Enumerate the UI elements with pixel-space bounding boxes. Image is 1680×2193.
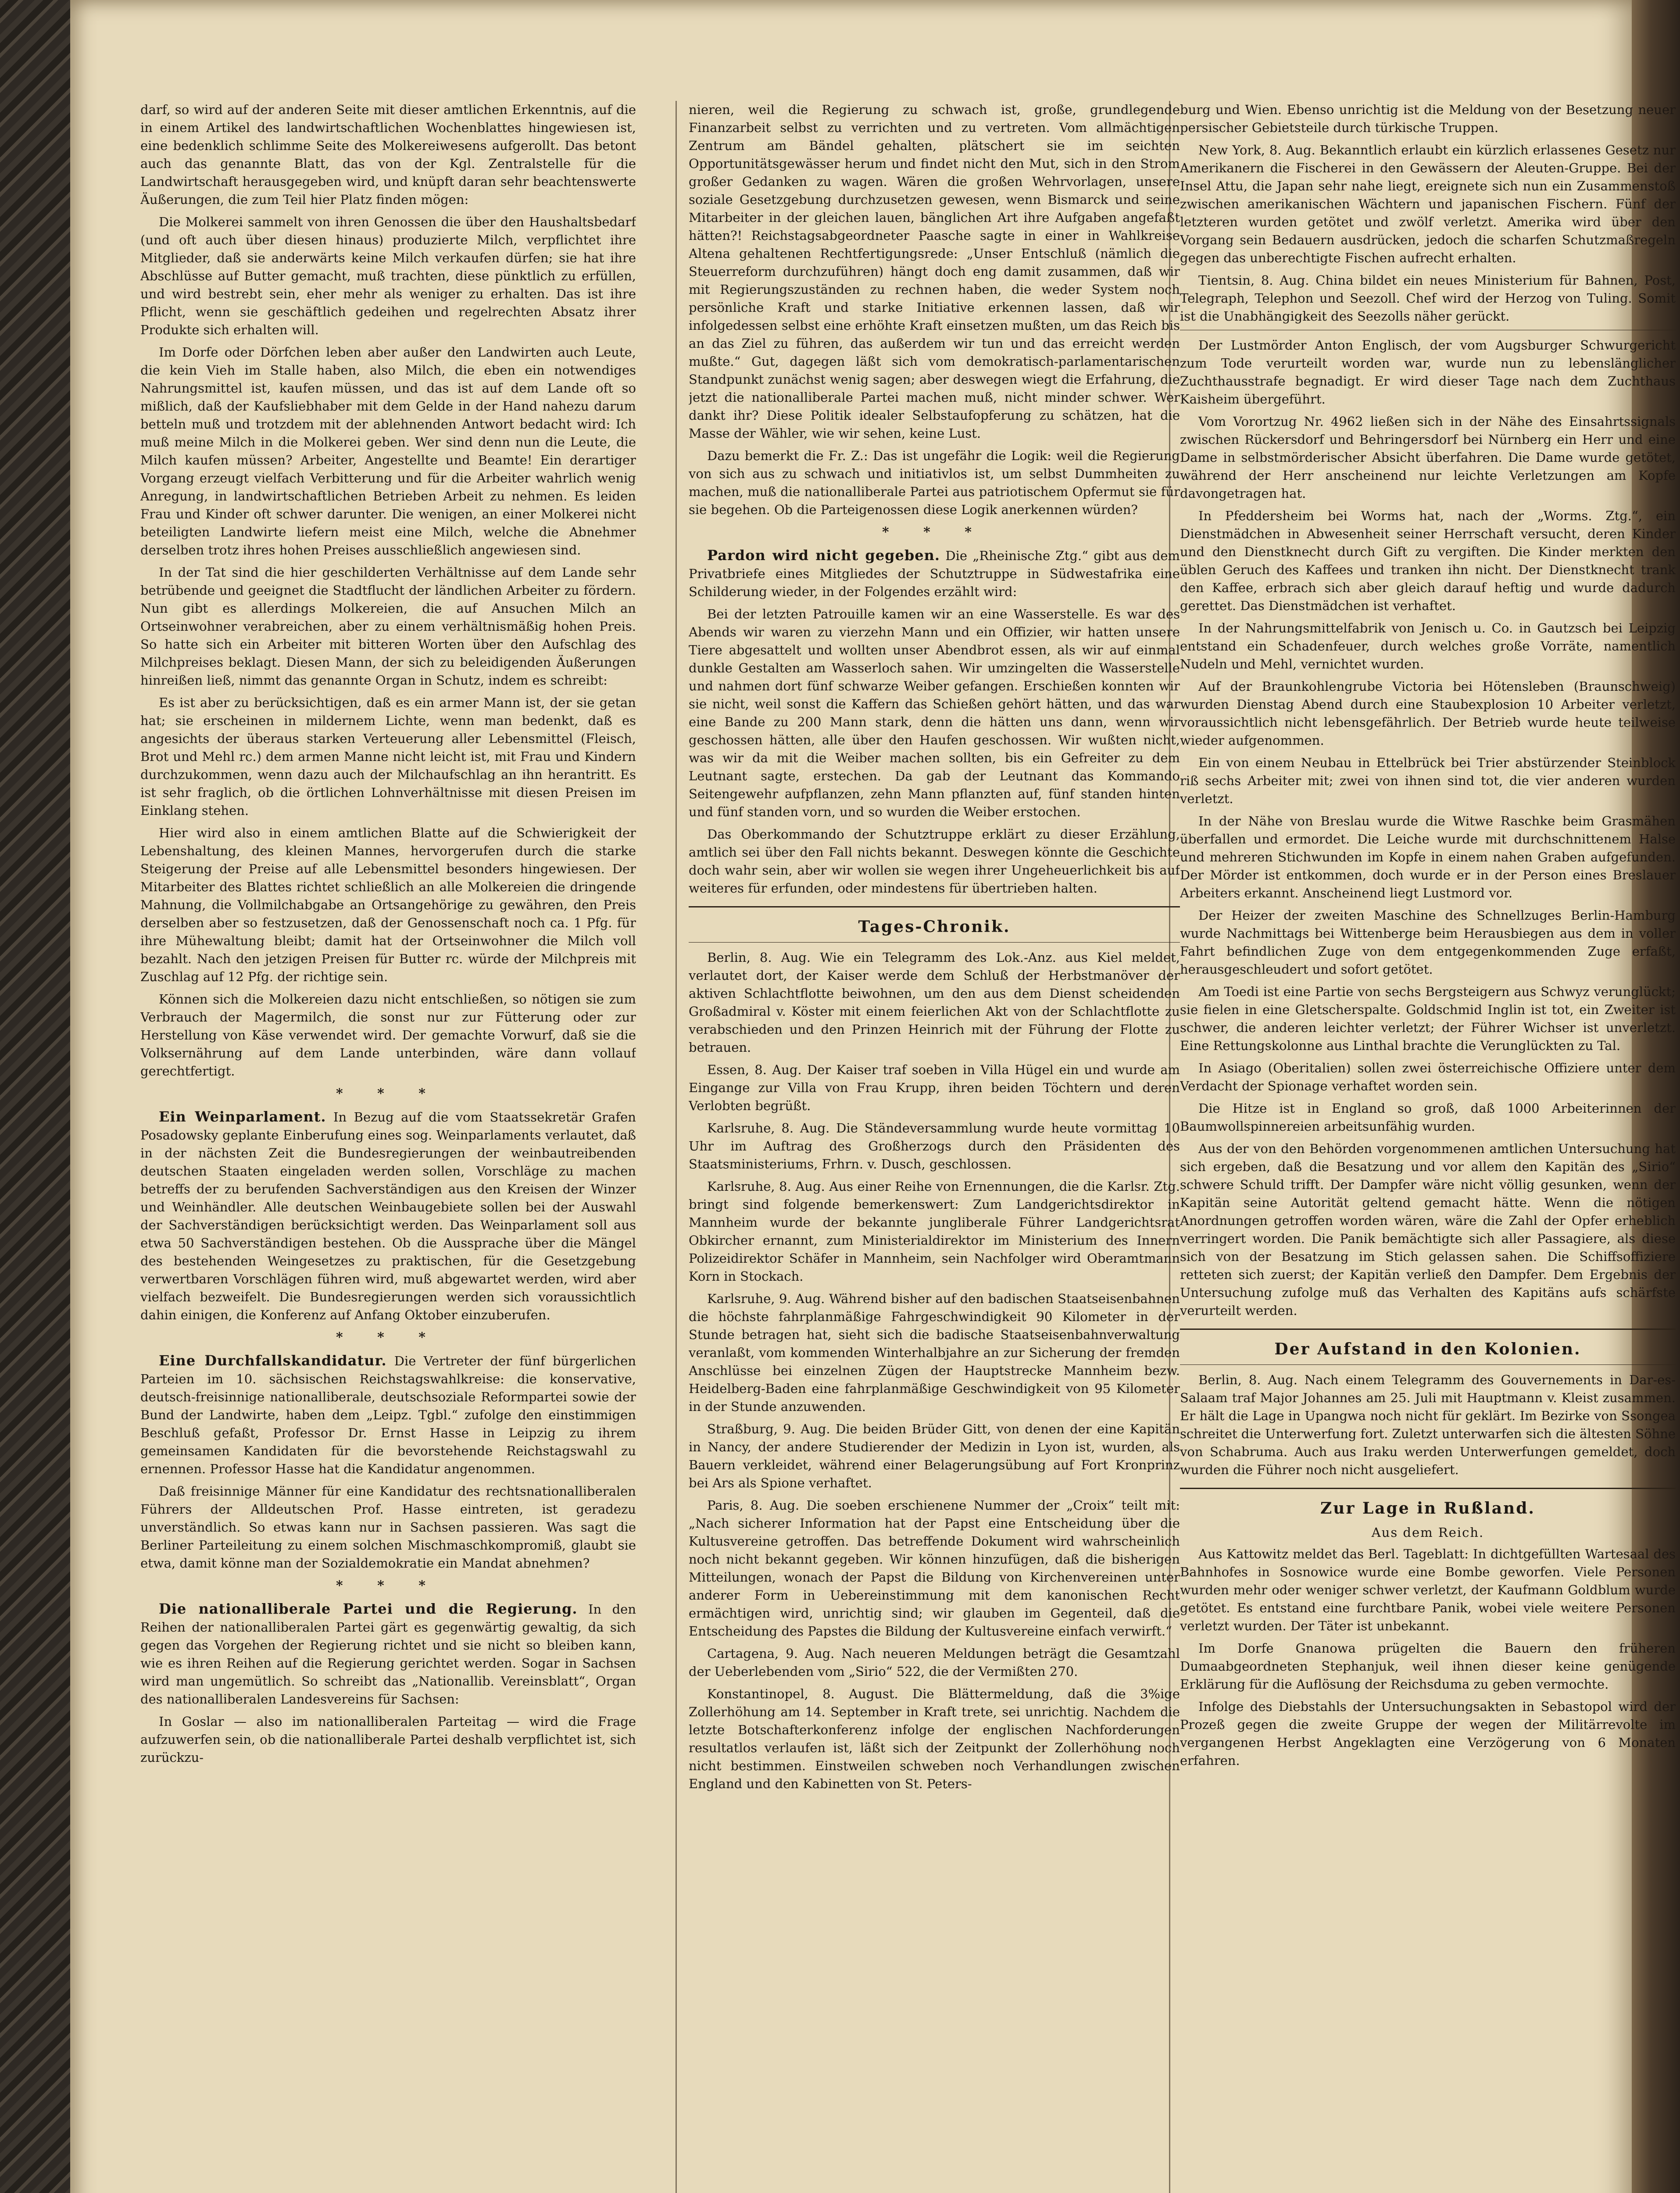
news-item: In Pfeddersheim bei Worms hat, nach der „Worms. Ztg.“, ein Dienstmädchen in Abwesenheit seiner Herrschaft versucht, deren Kinder und den Dienstknecht durch Gift zu vergiften. Die Kinder merkten den üblen Geruch des Kaffees und tranken ihn nicht. Der Dienstknecht trank den Kaffee, erbrach sich aber gleich darauf heftig und wurde dadurch gerettet. Das Dienstmädchen ist verhaftet. xyxy=(1180,508,1676,613)
article-headline: Eine Durchfallskandidatur. xyxy=(159,1352,387,1369)
paragraph: Im Dorfe oder Dörfchen leben aber außer den Landwirten auch Leute, die kein Vieh im Stalle haben, also Milch, die eben ein notwendiges Nahrungsmittel ist, kaufen müssen, und das ist auf dem Lande oft so mißlich, daß der Kaufsliebhaber mit dem Gelde in der Hand nahezu darum betteln muß und trotzdem mit der ablehnenden Antwort bedacht wird: Ich muß meine Milch in die Molkerei geben. Wer sind denn nun die Leute, die Milch kaufen müssen? Arbeiter, Angestellte und Beamte! Ein derartiger Vorgang erzeugt vielfach Verbitterung und für die Arbeiter wahrlich wenig Anregung, in landwirtschaftlichen Betrieben Arbeit zu nehmen. Es leiden Frau und Kinder oft schwer darunter. Die wenigen, an einer Molkerei nicht beteiligten Landwirte liefern meist eine Milch, welche die Abnehmer derselben trotz ihres hohen Preises ausschließlich angewiesen sind. xyxy=(140,345,636,557)
news-item: Berlin, 8. Aug. Nach einem Telegramm des Gouvernements in Dar-es-Salaam traf Major Johannes am 25. Juli mit Hauptmann v. Kleist zusammen. Er hält die Lage in Upangwa noch nicht für geklärt. Im Bezirke von Ssongea schreitet die Unterwerfung fort. Zuletzt unterwarfen sich die ältesten Söhne von Schabruma. Auch aus Iraku werden Unterwerfungen gemeldet, doch wurden die Führer noch nicht ausgeliefert. xyxy=(1180,1372,1676,1477)
section-heading-tages-chronik: Tages-Chronik. xyxy=(858,918,1011,936)
separator-stars: * * * xyxy=(336,1330,440,1345)
news-item: Aus der von den Behörden vorgenommenen amtlichen Untersuchung hat sich ergeben, daß die Besatzung und vor allem den Kapitän des „Sirio“ schwere Schuld trifft. Der Dampfer wäre nicht völlig gesunken, wenn der Kapitän seine Autorität geltend gemacht hätte. Wenn die nötigen Anordnungen getroffen worden wären, wäre die Zahl der Opfer erheblich verringert worden. Die Panik bemächtigte sich aller Passagiere, als diese sich von der Besatzung im Stich gelassen sahen. Die Schiffsoffiziere retteten sich zuerst; der Kapitän verließ den Dampfer. Dem Ergebnis der Untersuchung zufolge muß das Verhalten des Kapitäns aufs schärfste verurteilt werden. xyxy=(1180,1141,1676,1318)
news-item: Tientsin, 8. Aug. China bildet ein neues Ministerium für Bahnen, Post, Telegraph, Telephon und Seezoll. Chef wird der Herzog von Tuling. Somit ist die Unabhängigkeit des Seezolls näher gerückt. xyxy=(1180,273,1676,324)
separator-stars: * * * xyxy=(336,1578,440,1593)
news-item: Der Heizer der zweiten Maschine des Schnellzuges Berlin-Hamburg wurde Nachmittags bei Wittenberge beim Herausbiegen aus dem in voller Fahrt befindlichen Zuge von dem entgegenkommenden Zuge erfaßt, herausgeschleudert und sofort getötet. xyxy=(1180,908,1676,977)
article-headline: Ein Weinparlament. xyxy=(159,1108,326,1125)
news-item: Konstantinopel, 8. August. Die Blättermeldung, daß die 3%ige Zollerhöhung am 14. September in Kraft trete, sei unrichtig. Nachdem die letzte Botschafterkonferenz infolge der englischen Nachforderungen resultatlos verlaufen ist, läßt sich der Zeitpunkt der Zollerhöhung noch nicht bestimmen. Einstweilen schweben noch Verhandlungen zwischen England und den Kabinetten von St. Peters- xyxy=(689,1686,1180,1791)
paragraph: Dazu bemerkt die Fr. Z.: Das ist ungefähr die Logik: weil die Regierung von sich aus zu schwach und initiativlos ist, um selbst Dummheiten zu machen, muß die nationalliberale Partei aus patriotischem Opfermut sie für sie begehen. Ob die Parteigenossen diese Logik anerkennen würden? xyxy=(689,448,1180,517)
paragraph: darf, so wird auf der anderen Seite mit dieser amtlichen Erkenntnis, auf die in einem Artikel des landwirtschaftlichen Wochenblattes hingewiesen ist, eine bedenklich schlimme Seite des Molkereiwesens aufgerollt. Das betont auch das genannte Blatt, das von der Kgl. Zentralstelle für die Landwirtschaft herausgegeben wird, und knüpft daran sehr beachtenswerte Äußerungen, die zum Teil hier Platz finden mögen: xyxy=(140,102,636,207)
paragraph: Die Molkerei sammelt von ihren Genossen die über den Haushaltsbedarf (und oft auch über diesen hinaus) produzierte Milch, verpflichtet ihre Mitglieder, daß sie anderwärts keine Milch verkaufen dürfen; sie hat ihre Abschlüsse auf Butter gemacht, muß trachten, diese pünktlich zu erfüllen, und wird bestrebt sein, eher mehr als weniger zu erhalten. Das ist ihre Pflicht, wenn sie geschäftlich gedeihen und regelrechten Absatz ihrer Produkte sich erhalten will. xyxy=(140,214,636,337)
article-body: In den Reihen der nationalliberalen Partei gärt es gegenwärtig gewaltig, da sich gegen das Vorgehen der Regierung richtet und sie nicht so bleiben kann, wie es ihren Reihen auf die Regierung gerichtet werden. Sogar in Sachsen wird man ungemütlich. So schreibt das „Nationallib. Vereinsblatt“, Organ des nationalliberalen Landesvereins für Sachsen: xyxy=(140,1602,636,1707)
section-rule xyxy=(1180,1364,1676,1365)
news-item: Am Toedi ist eine Partie von sechs Bergsteigern aus Schwyz verunglückt; sie fielen in eine Gletscherspalte. Goldschmid Inglin ist tot, ein Zweiter ist schwer, die anderen leichter verletzt; der Führer Wichser ist unverletzt. Eine Rettungskolonne aus Linthal brachte die Verunglückten zu Tal. xyxy=(1180,984,1676,1053)
section-heading-aufstand: Der Aufstand in den Kolonien. xyxy=(1274,1340,1581,1358)
news-item: Karlsruhe, 8. Aug. Die Ständeversammlung wurde heute vormittag 10 Uhr im Auftrag des Großherzogs durch den Präsidenten des Staatsministeriums, Frhrn. v. Dusch, geschlossen. xyxy=(689,1121,1180,1172)
news-item: Auf der Braunkohlengrube Victoria bei Hötensleben (Braunschweig) wurden Dienstag Abend durch eine Staubexplosion 10 Arbeiter verletzt, voraussichtlich nicht lebensgefährlich. Der Betrieb wurde heute teilweise wieder aufgenommen. xyxy=(1180,679,1676,748)
news-item: Im Dorfe Gnanowa prügelten die Bauern den früheren Dumaabgeordneten Stephanjuk, weil ihnen dieser keine genügende Erklärung für die Auflösung der Reichsduma zu geben vermochte. xyxy=(1180,1641,1676,1692)
section-subheading: Aus dem Reich. xyxy=(1371,1525,1484,1540)
paragraph: Hier wird also in einem amtlichen Blatte auf die Schwierigkeit der Lebenshaltung, des kleinen Mannes, hervorgerufen durch die starke Steigerung der Preise auf alle Lebensmittel besonders hingewiesen. Der Mitarbeiter des Blattes richtet schließlich an alle Molkereien die dringende Mahnung, die Vollmilchabgabe an Ortsangehörige zu gewähren, den Preis derselben aber so festzusetzen, daß der Genossenschaft noch ca. 1 Pfg. für ihre Mühewaltung bleibt; damit hat der Ortseinwohner die Milch voll bezahlt. Nach den jetzigen Preisen für Butter rc. würde der Milchpreis mit Zuschlag auf 12 Pfg. der richtige sein. xyxy=(140,825,636,984)
article-body: In Bezug auf die vom Staatssekretär Grafen Posadowsky geplante Einberufung eines sog. Weinparlaments verlautet, daß in der nächsten Zeit die Bundesregierungen der weinbautreibenden deutschen Staaten eingeladen werden sollen, Vorschläge zu machen betreffs der zu berufenden Sachverständigen aus den Kreisen der Winzer und Weinhändler. Alle deutschen Weinbaugebiete sollen bei der Auswahl der Sachverständigen berücksichtigt werden. Das Weinparlament soll aus etwa 50 Sachverständigen bestehen. Ob die Aussprache über die Mängel des bestehenden Weingesetzes zu praktischen, für die Gesetzgebung verwertbaren Vorschlägen führen wird, muß abgewartet werden, wird aber vielfach bezweifelt. Die Bundesregierungen werden sich voraussichtlich dahin einigen, die Konferenz auf Anfang Oktober einzuberufen. xyxy=(140,1110,636,1322)
news-item: Paris, 8. Aug. Die soeben erschienene Nummer der „Croix“ teilt mit: „Nach sicherer Information hat der Papst eine Entscheidung über die Kultusvereine getroffen. Das betreffende Dokument wird wahrscheinlich noch nicht bekannt gegeben. Wir können hinzufügen, daß die bisherigen Mitteilungen, wonach der Papst die Bildung von Kirchenvereinen unter anderer Form in Uebereinstimmung mit dem kanonischen Recht ermächtigen wird, unrichtig sind; wir glauben im Gegenteil, daß die Entscheidung des Papstes die Bildung der Kultusvereine einfach verwirft.“ xyxy=(689,1498,1180,1639)
news-item: New York, 8. Aug. Bekanntlich erlaubt ein kürzlich erlassenes Gesetz nur Amerikanern die Fischerei in den Gewässern der Aleuten-Gruppe. Bei der Insel Attu, die Japan sehr nahe liegt, ereignete sich nun ein Zusammenstoß zwischen amerikanischen Wächtern und japanischen Fischern. Fünf der letzteren wurden getötet und zwölf verletzt. Amerika wird über den Vorgang sein Bedauern ausdrücken, jedoch die scharfen Schutzmaßregeln gegen das unberechtigte Fischen aufrecht erhalten. xyxy=(1180,143,1676,265)
section-rule xyxy=(689,906,1180,907)
quoted-letter: Bei der letzten Patrouille kamen wir an eine Wasserstelle. Es war des Abends wir waren zu vierzehn Mann und ein Offizier, wir hatten unsere Tiere abgesattelt und wollten unser Abendbrot essen, als wir auf einmal dunkle Gestalten am Wasserloch sahen. Wir umzingelten die Wasserstelle und nahmen dort fünf schwarze Weiber gefangen. Erschießen konnten wir sie nicht, weil sonst die Kaffern das Schießen gehört hätten, und das war eine Bande zu 200 Mann stark, denn die hätten uns dann, wenn wir geschossen hätten, alle über den Haufen geschossen. Wir wußten nicht, was wir da mit die Weiber machen sollten, bis ein Gefreiter zu dem Leutnant sagte, erstechen. Da gab der Leutnant das Kommando Seitengewehr aufpflanzen, zehn Mann pflanzten auf, fünf standen hinten und fünf standen vorn, und so wurden die Weiber erstochen. xyxy=(689,607,1180,819)
section-rule xyxy=(1180,1329,1676,1330)
article-body: Die Vertreter der fünf bürgerlichen Parteien im 10. sächsischen Reichstagswahlkreise: die konservative, deutsch-freisinnige nationalliberale, deutschsoziale Reformpartei sowie der Bund der Landwirte, haben dem „Leipz. Tgbl.“ zufolge den einstimmigen Beschluß gefaßt, Professor Dr. Ernst Hasse in Leipzig zu ihrem gemeinsamen Kandidaten für die bevorstehende Reichstagswahl zu ernennen. Professor Hasse hat die Kandidatur angenommen. xyxy=(140,1354,636,1476)
news-item: In der Nähe von Breslau wurde die Witwe Raschke beim Grasmähen überfallen und ermordet. Die Leiche wurde mit durchschnittenem Halse und mehreren Stichwunden im Kopfe in einem nahen Graben aufgefunden. Der Mörder ist entkommen, doch wurde er in der Person eines Breslauer Arbeiters erkannt. Anscheinend liegt Lustmord vor. xyxy=(1180,814,1676,900)
news-item: Karlsruhe, 8. Aug. Aus einer Reihe von Ernennungen, die die Karlsr. Ztg. bringt sind folgende bemerkenswert: Zum Landgerichtsdirektor in Mannheim wurde der bekannte jungliberale Führer Landgerichtsrat Obkircher ernannt, zum Ministerialdirektor im Ministerium des Innern Polizeidirektor Schäfer in Mannheim, sein Nachfolger wird Oberamtmann Korn in Stockach. xyxy=(689,1179,1180,1284)
news-item: Essen, 8. Aug. Der Kaiser traf soeben in Villa Hügel ein und wurde am Eingange zur Villa von Frau Krupp, ihren beiden Töchtern und deren Verlobten begrüßt. xyxy=(689,1062,1180,1113)
news-item: Straßburg, 9. Aug. Die beiden Brüder Gitt, von denen der eine Kapitän in Nancy, der andere Studierender der Medizin in Lyon ist, wurden, als Bauern verkleidet, während einer Belagerungsübung auf Fort Kronprinz bei Ars als Spione verhaftet. xyxy=(689,1422,1180,1490)
book-binding xyxy=(0,0,70,2193)
news-item: burg und Wien. Ebenso unrichtig ist die Meldung von der Besetzung neuer persischer Gebietsteile durch türkische Truppen. xyxy=(1180,102,1676,135)
news-item: Cartagena, 9. Aug. Nach neueren Meldungen beträgt die Gesamtzahl der Ueberlebenden vom „Sirio“ 522, die der Vermißten 270. xyxy=(689,1646,1180,1679)
paragraph: Daß freisinnige Männer für eine Kandidatur des rechtsnationalliberalen Führers der Alldeutschen Prof. Hasse eintreten, ist geradezu unverständlich. So etwas kann nur in Sachsen passieren. Was sagt die Berliner Parteileitung zu einem solchen Mischmaschkompromiß, glaubt sie etwa, damit könne man der Sozialdemokratie ein Mandat abnehmen? xyxy=(140,1484,636,1571)
news-item: Karlsruhe, 9. Aug. Während bisher auf den badischen Staatseisenbahnen die höchste fahrplanmäßige Fahrgeschwindigkeit 90 Kilometer in der Stunde betragen hat, sieht sich die badische Staatseisenbahnverwaltung veranlaßt, vom kommenden Winterhalbjahre an zur Sicherung der fremden Anschlüsse bei einzelnen Zügen der Hauptstrecke Mannheim bezw. Heidelberg-Baden eine fahrplanmäßige Geschwindigkeit von 95 Kilometer in der Stunde anzuwenden. xyxy=(689,1291,1180,1414)
separator-stars: * * * xyxy=(336,1086,440,1101)
news-item: Vom Vorortzug Nr. 4962 ließen sich in der Nähe des Einsahrtssignals zwischen Rückersdorf und Behringersdorf bei Nürnberg ein Herr und eine Dame in selbstmörderischer Absicht überfahren. Die Dame wurde getötet, während der Herr anscheinend nur leichte Verletzungen am Kopfe davongetragen hat. xyxy=(1180,414,1676,501)
section-rule xyxy=(689,942,1180,943)
news-item: In der Nahrungsmittelfabrik von Jenisch u. Co. in Gautzsch bei Leipzig entstand ein Schadenfeuer, durch welches große Vorräte, namentlich Nudeln und Mehl, vernichtet wurden. xyxy=(1180,621,1676,671)
paragraph: nieren, weil die Regierung zu schwach ist, große, grundlegende Finanzarbeit selbst zu verrichten und zu vertreten. Vom allmächtigen Zentrum am Bändel gehalten, plätschert sie im seichten Opportunitätsgewässer herum und findet nicht den Mut, sich in den Strom großer Gedanken zu wagen. Wären die großen Wehrvorlagen, unsere soziale Gesetzgebung durchzusetzen gewesen, wenn Bismarck und seine Mitarbeiter in der gleichen lauen, bänglichen Art ihre Aufgaben angefaßt hätten?! Reichstagsabgeordneter Paasche sagte in einer in Wahlkreise Altena gehaltenen Rechtfertigungsrede: „Unser Entschluß (nämlich die Steuerreform durchzuführen) hängt doch eng damit zusammen, daß wir mit Regierungszuständen zu rechnen haben, die weder System noch persönliche Kraft und starke Initiative erkennen lassen, daß wir infolgedessen selbst eine erhöhte Kraft einsetzen mußten, um das Reich bis an das Ziel zu führen, das außerdem wir tun und das erreicht werden mußte.“ Gut, dagegen läßt sich vom demokratisch-parlamentarischen Standpunkt zunächst wenig sagen; aber deswegen wiegt die Erfahrung, die jetzt die nationalliberale Partei machen muß, nicht minder schwer. Wer dankt ihr? Diese Politik idealer Selbstaufopferung zu schätzen, hat die Masse der Wähler, wie wir sehen, keine Lust. xyxy=(689,102,1180,441)
news-item: Die Hitze ist in England so groß, daß 1000 Arbeiterinnen der Baumwollspinnereien arbeitsunfähig wurden. xyxy=(1180,1101,1676,1134)
paragraph: Das Oberkommando der Schutztruppe erklärt zu dieser Erzählung, amtlich sei über den Fall nichts bekannt. Deswegen könnte die Geschichte doch wahr sein, aber wir wollen sie wegen ihrer Ungeheuerlichkeit bis auf weiteres für erfunden, oder mindestens für übertrieben halten. xyxy=(689,827,1180,896)
section-rule xyxy=(1180,1488,1676,1489)
paragraph: Es ist aber zu berücksichtigen, daß es ein armer Mann ist, der sie getan hat; sie erscheinen in mildernem Lichte, wenn man bedenkt, daß es angesichts der überaus starken Verteuerung aller Lebensmittel (Fleisch, Brot und Mehl rc.) dem armen Manne nicht leicht ist, mit Frau und Kindern durchzukommen, wenn dazu auch der Milchaufschlag an ihn herantritt. Es ist sehr fraglich, ob die örtlichen Lohnverhältnisse mit diesen Preisen im Einklang stehen. xyxy=(140,695,636,818)
article-headline: Die nationalliberale Partei und die Regierung. xyxy=(159,1600,578,1617)
article-headline: Pardon wird nicht gegeben. xyxy=(707,547,940,564)
paragraph: In Goslar — also im nationalliberalen Parteitag — wird die Frage aufzuwerfen sein, ob die nationalliberale Partei deshalb verpflichtet ist, sich zurückzu- xyxy=(140,1714,636,1765)
article-body: Die „Rheinische Ztg.“ gibt aus dem Privatbriefe eines Mitgliedes der Schutztruppe in Südwestafrika eine Schilderung wieder, in der Folgendes erzählt wird: xyxy=(689,548,1180,599)
news-item: In Asiago (Oberitalien) sollen zwei österreichische Offiziere unter dem Verdacht der Spionage verhaftet worden sein. xyxy=(1180,1061,1676,1093)
paragraph: Können sich die Molkereien dazu nicht entschließen, so nötigen sie zum Verbrauch der Magermilch, die sonst nur zur Fütterung oder zur Herstellung von Käse verwendet wird. Der gemachte Vorwurf, daß sie die Volksernährung auf dem Lande unterbinden, wäre dann vollauf gerechtfertigt. xyxy=(140,992,636,1079)
column-1 xyxy=(140,101,636,2193)
news-item: Infolge des Diebstahls der Untersuchungsakten in Sebastopol wird der Prozeß gegen die zweite Gruppe der wegen der Militärrevolte im vergangenen Herbst Angeklagten eine Verzögerung von 6 Monaten erfahren. xyxy=(1180,1699,1676,1768)
paragraph: In der Tat sind die hier geschilderten Verhältnisse auf dem Lande sehr betrübende und geeignet die Stadtflucht der ländlichen Arbeiter zu fördern. Nun gibt es allerdings Molkereien, die auf Ansuchen Milch an Ortseinwohner verabreichen, aber zu einem verhältnismäßig hohen Preis. So hatte sich ein Arbeiter mit bitteren Worten über den Aufschlag des Milchpreises beklagt. Diesen Mann, der sich zu beleidigenden Äußerungen hinreißen ließ, nimmt das genannte Organ in Schutz, indem es schreibt: xyxy=(140,565,636,688)
news-item: Ein von einem Neubau in Ettelbrück bei Trier abstürzender Steinblock riß sechs Arbeiter mit; zwei von ihnen sind tot, die vier anderen wurden verletzt. xyxy=(1180,755,1676,806)
news-item: Der Lustmörder Anton Englisch, der vom Augsburger Schwurgericht zum Tode verurteilt worden war, wurde nun zu lebenslänglicher Zuchthausstrafe begnadigt. Er wird dieser Tage nach dem Zuchthaus Kaisheim übergeführt. xyxy=(1180,338,1676,407)
column-3 xyxy=(1180,101,1676,2193)
column-divider-1 xyxy=(676,101,677,2193)
section-heading-russland: Zur Lage in Rußland. xyxy=(1320,1499,1535,1518)
news-item: Berlin, 8. Aug. Wie ein Telegramm des Lok.-Anz. aus Kiel meldet, verlautet dort, der Kaiser werde dem Schluß der Herbstmanöver der aktiven Schlachtflotte beiwohnen, um den aus dem Dienst scheidenden Großadmiral v. Köster mit einem feierlichen Akt von der Schlachtflotte zu verabschieden und den Prinzen Heinrich mit der Führung der Flotte zu betrauen. xyxy=(689,950,1180,1055)
separator-stars: * * * xyxy=(882,525,987,540)
news-item: Aus Kattowitz meldet das Berl. Tageblatt: In dichtgefüllten Wartesaal des Bahnhofes in Sosnowice wurde eine Bombe geworfen. Viele Personen wurden mehr oder weniger schwer verletzt, der Kaufmann Goldblum wurde getötet. Es entstand eine furchtbare Panik, wobei viele weitere Personen verletzt wurden. Der Täter ist unbekannt. xyxy=(1180,1547,1676,1633)
column-2 xyxy=(689,101,1180,2193)
